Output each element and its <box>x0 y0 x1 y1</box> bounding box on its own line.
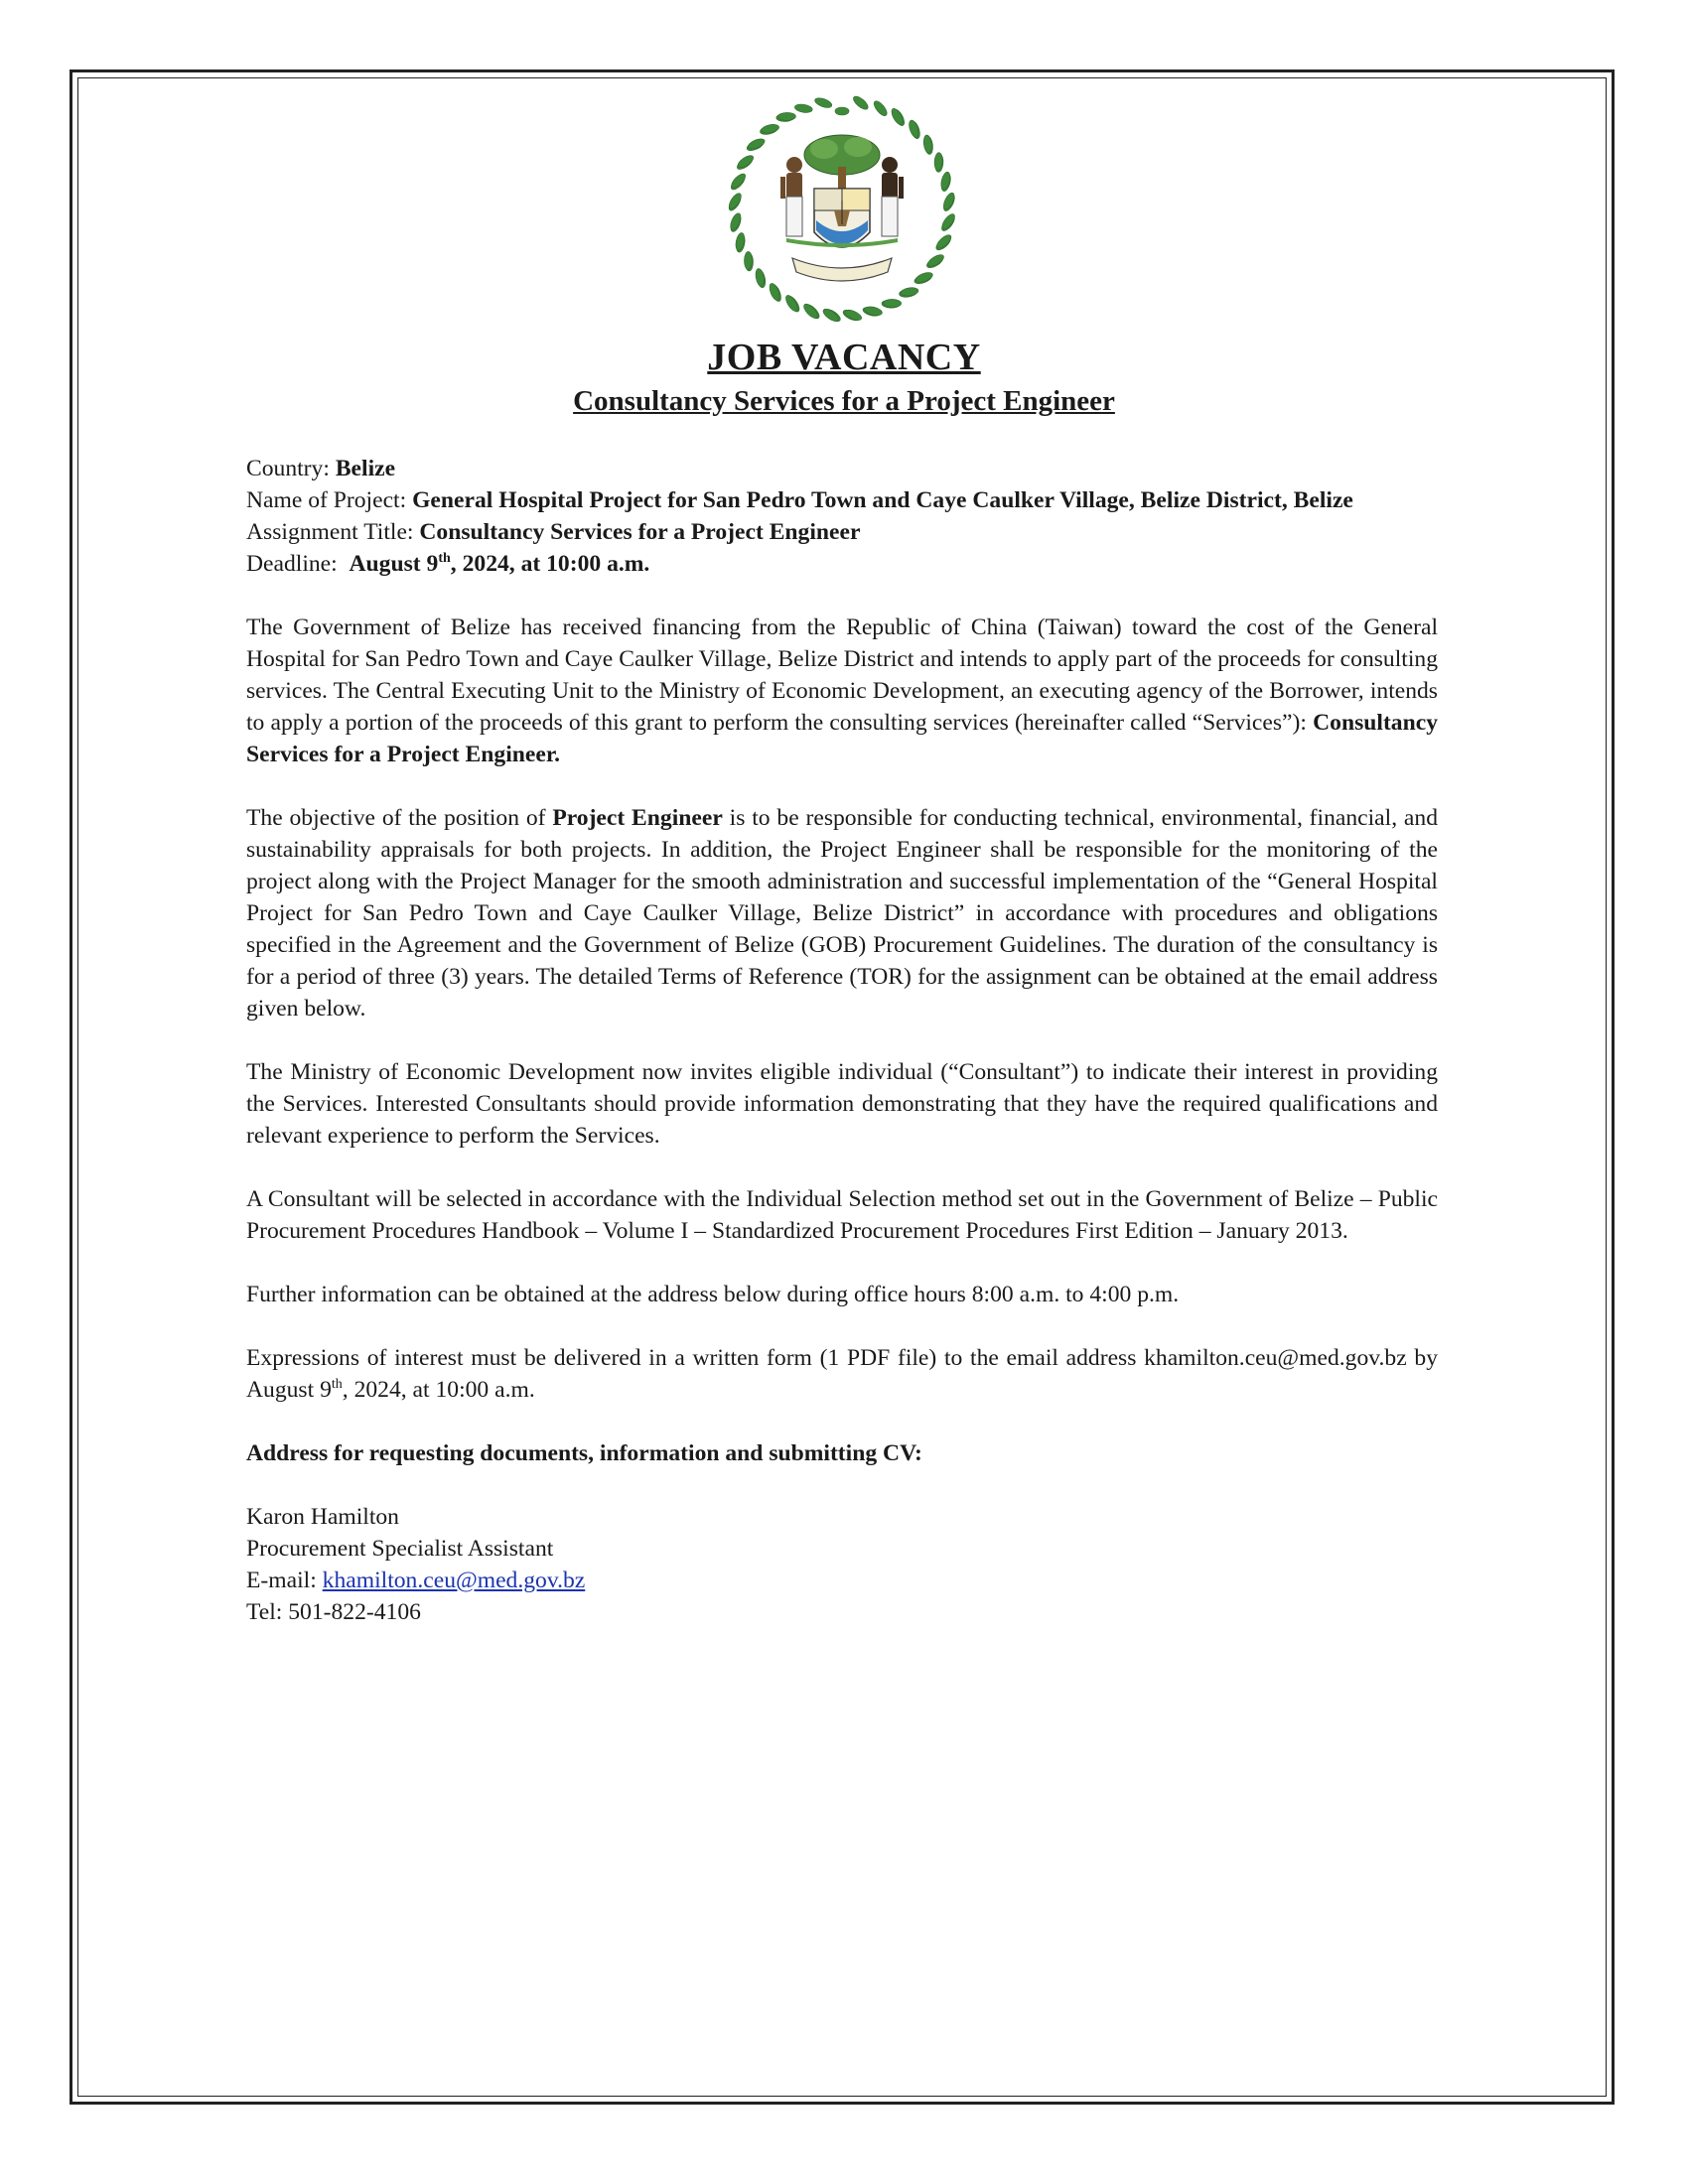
contact-role: Procurement Specialist Assistant <box>246 1536 554 1562</box>
document-body <box>246 453 1438 1628</box>
objective-text: is to be responsible for conducting technical, environmental, financial, and sustainability appraisals for both projects. In addition, the Project Engineer shall be responsible for the monitoring of the project along with the Project Manager for the smooth administration and successful implementation of the “General Hospital Project for San Pedro Town and Caye Caulker Village, Belize District” in accordance with procedures and obligations specified in the Agreement and the Government of Belize (GOB) Procurement Guidelines. The duration of the consultancy is for a period of three (3) years. The detailed Terms of Reference (TOR) for the assignment can be obtained at the email address given below. <box>246 805 1438 1022</box>
contact-email-link[interactable]: khamilton.ceu@med.gov.bz <box>322 1568 586 1593</box>
contact-email-label: E-mail: <box>246 1568 323 1593</box>
objective-paragraph <box>246 802 1438 1024</box>
country-label: Country: <box>246 456 330 481</box>
assignment-line <box>246 516 1438 548</box>
emblem-center <box>780 135 904 281</box>
project-value: General Hospital Project for San Pedro Town and Caye Caulker Village, Belize District, Belize <box>412 487 1353 513</box>
wreath-leaf <box>755 268 766 287</box>
wreath-leaf <box>813 96 833 110</box>
wreath-leaf <box>761 123 779 135</box>
contact-email-line <box>246 1565 1438 1596</box>
assignment-label: Assignment Title: <box>246 519 414 545</box>
country-line <box>246 453 1438 484</box>
assignment-value: Consultancy Services for a Project Engineer <box>419 519 861 545</box>
submission-date-suffix: th <box>331 1377 343 1393</box>
wreath-leaf <box>864 305 883 317</box>
financing-text: The Government of Belize has received financing from the Republic of China (Taiwan) toward the cost of the General Hospital for San Pedro Town and Caye Caulker Village, Belize District and intends to apply part of the proceeds for consulting services. The Central Executing Unit to the Ministry of Economic Development, an executing agency of the Borrower, intends to apply a portion of the proceeds of this grant to perform the consulting services (hereinafter called “Services”): <box>246 614 1438 736</box>
objective-lead: The objective of the position of <box>246 805 553 831</box>
invitation-paragraph: The Ministry of Economic Development now invites eligible individual (“Consultant”) to indicate their interest in providing the Services. Interested Consultants should provide information demonstrating that they have the required qualifications and relevant experience to perform the Services. <box>246 1059 1438 1149</box>
wreath-leaf <box>939 171 951 190</box>
deadline-line <box>246 548 1438 580</box>
deadline-day: August 9 <box>349 551 439 577</box>
submission-text: Expressions of interest must be delivered in a written form (1 PDF file) to the email address khamilton.ceu@med.gov.bz by August 9 <box>246 1345 1438 1403</box>
wreath-leaf <box>922 135 932 154</box>
project-line <box>246 484 1438 516</box>
wreath-leaf <box>735 232 747 251</box>
page-subtitle: Consultancy Services for a Project Engineer <box>573 385 1115 417</box>
selection-paragraph: A Consultant will be selected in accordance with the Individual Selection method set out in the Government of Belize – Public Procurement Procedures Handbook – Volume I – Standardized Procurement Procedures First Edition – January 2013. <box>246 1186 1438 1244</box>
wreath-leaf <box>744 251 752 269</box>
wreath-leaf <box>900 287 918 298</box>
contact-name: Karon Hamilton <box>246 1504 399 1530</box>
contact-tel: Tel: 501-822-4106 <box>246 1599 421 1625</box>
deadline-value <box>350 551 650 577</box>
page-title: JOB VACANCY <box>707 337 981 378</box>
office-hours-paragraph: Further information can be obtained at the address below during office hours 8:00 a.m. to 4:00 p.m. <box>246 1282 1180 1307</box>
project-label: Name of Project: <box>246 487 407 513</box>
country-value: Belize <box>335 456 396 481</box>
deadline-suffix: th <box>438 551 451 567</box>
wreath-leaf <box>851 94 870 112</box>
financing-paragraph <box>246 612 1438 770</box>
wreath-leaf <box>794 103 813 114</box>
address-heading: Address for requesting documents, information and submitting CV: <box>246 1440 922 1466</box>
financing-assignment-name: Consultancy Services for a Project Engineer. <box>246 710 1438 767</box>
objective-position: Project Engineer <box>552 805 723 831</box>
submission-tail: , 2024, at 10:00 a.m. <box>342 1377 535 1403</box>
wreath-leaf <box>777 112 795 120</box>
wreath-leaf <box>872 99 890 118</box>
submission-paragraph <box>246 1342 1438 1406</box>
belize-coat-of-arms-emblem <box>707 93 977 324</box>
deadline-rest: , 2024, at 10:00 a.m. <box>450 551 650 577</box>
deadline-label: Deadline: <box>246 551 338 577</box>
